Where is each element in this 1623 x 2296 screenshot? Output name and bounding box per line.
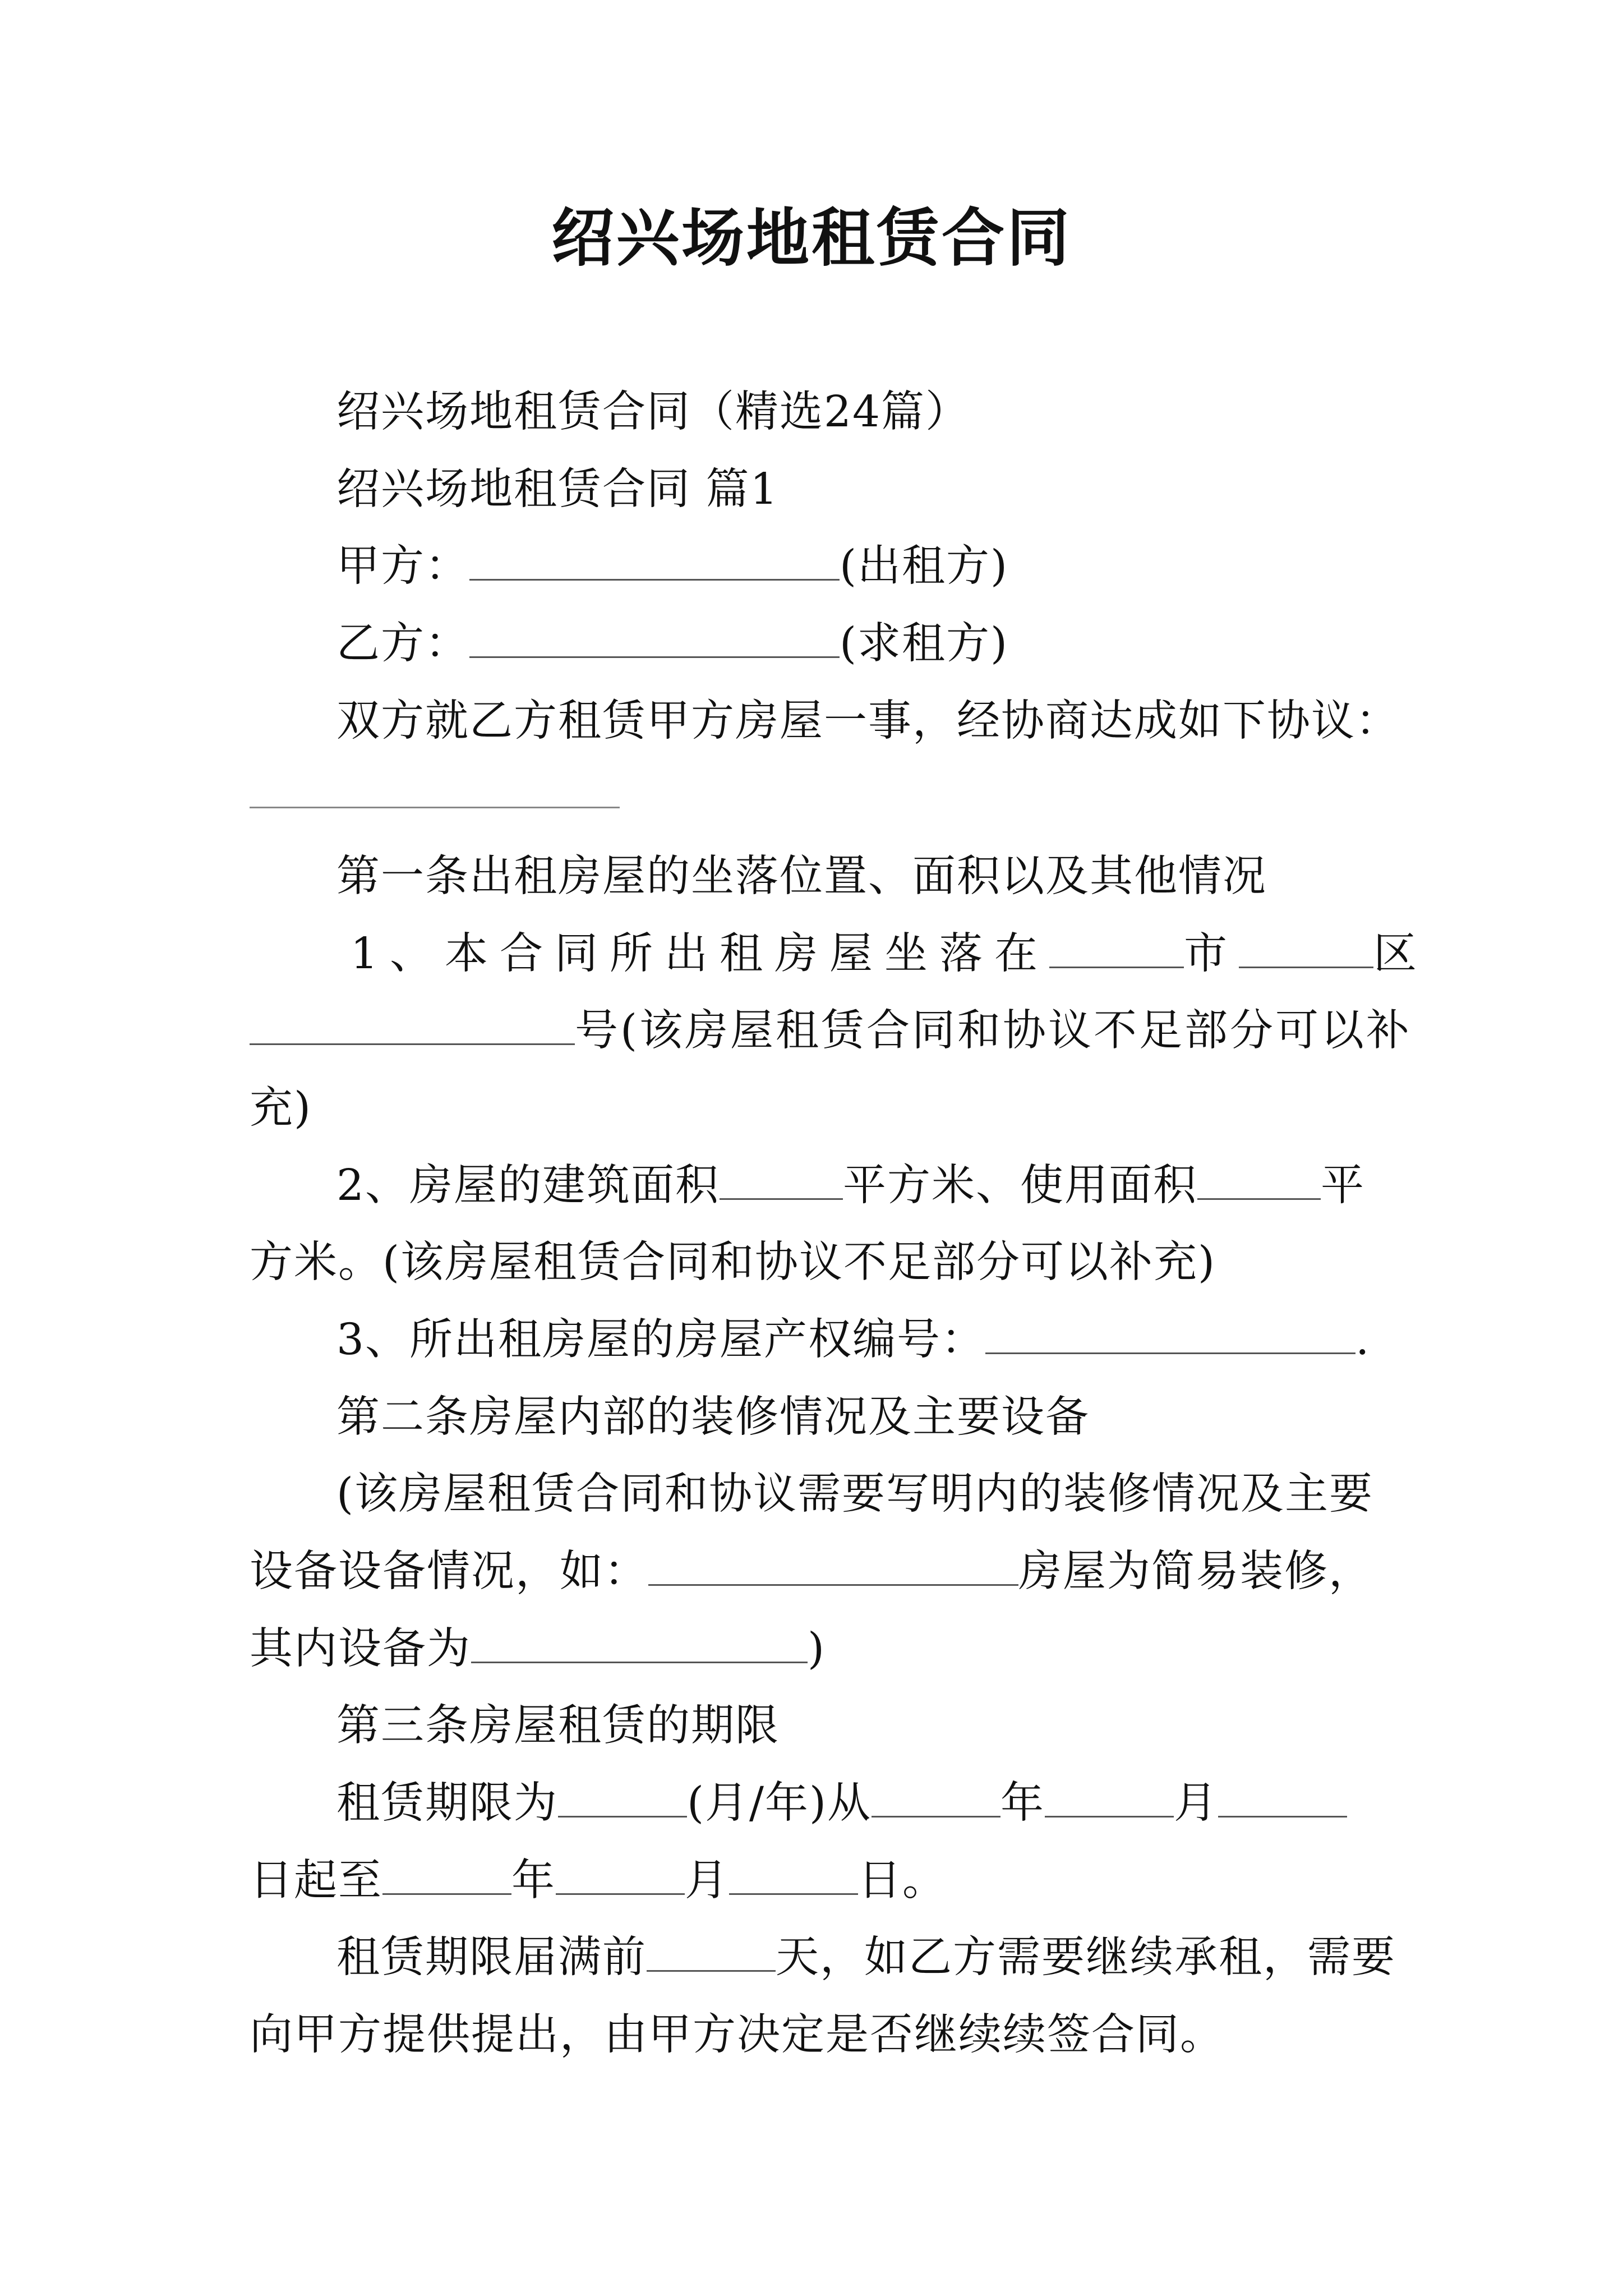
item1-text-c: 区 xyxy=(1373,929,1428,979)
item1-line3: 充) xyxy=(250,1083,312,1133)
article2-text-a: 设备设备情况，如： xyxy=(250,1547,648,1596)
term-text-e: 日起至 xyxy=(250,1856,382,1906)
item2-text-b: 平方米、使用面积 xyxy=(843,1161,1197,1211)
party-b-blank[interactable] xyxy=(469,622,840,658)
item1-city-blank[interactable] xyxy=(1049,932,1184,968)
term-text-g: 月 xyxy=(685,1856,729,1906)
item3-text-b: . xyxy=(1355,1315,1371,1365)
item1-text-a: 1、本合同所出租房屋坐落在 xyxy=(351,929,1049,979)
article2-heading: 第二条房屋内部的装修情况及主要设备 xyxy=(336,1392,1090,1442)
item1-number-blank[interactable] xyxy=(250,1009,575,1045)
item3-property-no-blank[interactable] xyxy=(985,1318,1355,1354)
article2-line1: (该房屋租赁合同和协议需要写明内的装修情况及主要 xyxy=(336,1469,1374,1519)
term-text-f: 年 xyxy=(511,1856,556,1906)
article1-heading: 第一条出租房屋的坐落位置、面积以及其他情况 xyxy=(336,852,1267,901)
party-b-suffix: (求租方) xyxy=(840,619,1009,669)
item3-text-a: 3、所出租房屋的房屋产权编号： xyxy=(336,1315,985,1365)
party-a-line xyxy=(336,536,1008,597)
section-label: 绍兴场地租赁合同 篇1 xyxy=(336,464,779,514)
intro-blank[interactable] xyxy=(250,807,620,808)
item3-line xyxy=(336,1309,1370,1371)
item1-line1 xyxy=(351,923,1428,985)
article2-equipment-blank[interactable] xyxy=(471,1627,808,1663)
term-end-year-blank[interactable] xyxy=(382,1858,511,1895)
article2-text-c: 其内设备为 xyxy=(250,1624,471,1674)
renew-line2: 向甲方提供提出，由甲方决定是否继续续签合同。 xyxy=(250,2010,1224,2060)
article2-line2 xyxy=(250,1541,1373,1603)
term-start-month-blank[interactable] xyxy=(1045,1781,1174,1818)
renew-line1 xyxy=(336,1927,1396,1989)
renew-text-a: 租赁期限届满前 xyxy=(336,1932,647,1982)
item1-line2 xyxy=(250,1000,1412,1062)
party-a-prefix: 甲方： xyxy=(336,541,469,591)
item2-text-a: 2、房屋的建筑面积 xyxy=(336,1161,720,1211)
article2-text-d: ) xyxy=(808,1624,826,1674)
item2-line2: 方米。(该房屋租赁合同和协议不足部分可以补充) xyxy=(250,1237,1216,1287)
intro-line: 双方就乙方租赁甲方房屋一事，经协商达成如下协议： xyxy=(336,696,1400,746)
term-line1 xyxy=(336,1773,1347,1834)
term-text-d: 月 xyxy=(1174,1778,1219,1828)
party-b-line xyxy=(336,613,1008,675)
party-a-blank[interactable] xyxy=(469,544,840,581)
party-a-suffix: (出租方) xyxy=(840,541,1009,591)
article2-decoration-blank[interactable] xyxy=(648,1549,1018,1586)
article2-text-b: 房屋为简易装修， xyxy=(1018,1547,1373,1596)
item2-use-area-blank[interactable] xyxy=(1197,1163,1321,1200)
term-start-day-blank[interactable] xyxy=(1218,1781,1347,1818)
term-text-c: 年 xyxy=(1000,1778,1045,1828)
item2-line1 xyxy=(336,1155,1365,1217)
term-start-year-blank[interactable] xyxy=(872,1781,1000,1818)
item1-text-d: 号(该房屋租赁合同和协议不足部分可以补 xyxy=(575,1006,1412,1056)
item1-district-blank[interactable] xyxy=(1239,932,1373,968)
term-text-h: 日。 xyxy=(858,1856,947,1906)
article2-line3 xyxy=(250,1618,826,1680)
term-end-day-blank[interactable] xyxy=(729,1858,858,1895)
term-line2 xyxy=(250,1850,947,1912)
party-b-prefix: 乙方： xyxy=(336,619,469,669)
item2-text-c: 平 xyxy=(1321,1161,1365,1211)
subtitle-line: 绍兴场地租赁合同（精选24篇） xyxy=(336,387,970,437)
term-period-blank[interactable] xyxy=(558,1781,687,1818)
term-end-month-blank[interactable] xyxy=(556,1858,685,1895)
term-text-a: 租赁期限为 xyxy=(336,1778,558,1828)
item1-text-b: 市 xyxy=(1184,929,1239,979)
renew-text-b: 天，如乙方需要继续承租，需要 xyxy=(776,1932,1396,1982)
renew-days-blank[interactable] xyxy=(647,1935,776,1972)
term-text-b: (月/年)从 xyxy=(687,1778,872,1828)
document-title: 绍兴场地租赁合同 xyxy=(551,201,1072,275)
item2-build-area-blank[interactable] xyxy=(720,1163,843,1200)
article3-heading: 第三条房屋租赁的期限 xyxy=(336,1701,780,1751)
